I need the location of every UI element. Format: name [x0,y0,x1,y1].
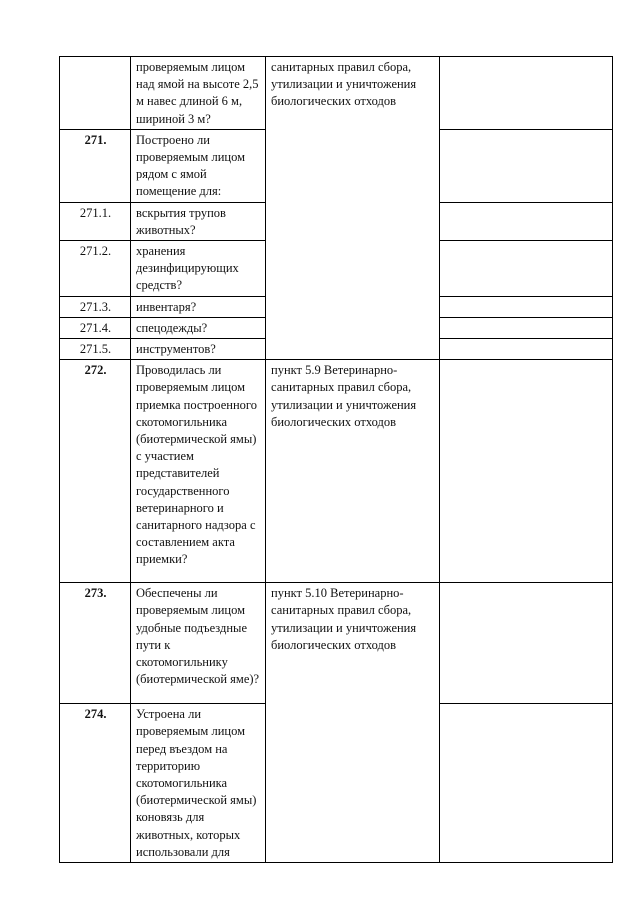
result-cell [440,296,613,317]
item-number [60,57,131,130]
item-number: 271.4. [60,317,131,338]
result-cell [440,202,613,240]
question-text: вскрытия трупов животных? [131,202,266,240]
item-number: 271. [60,129,131,202]
result-cell [440,129,613,202]
item-number: 271.3. [60,296,131,317]
question-text: инвентаря? [131,296,266,317]
table-row [60,583,613,704]
reference-text: пункт 5.10 Ветеринарно-санитарных правил сбора, утилизации и уничтожения биологических отходов [271,586,417,652]
result-cell [440,241,613,297]
result-cell [440,339,613,360]
table-row [60,57,613,130]
item-number: 271.1. [60,202,131,240]
question-text: хранения дезинфицирующих средств? [131,241,266,297]
question-text: спецодежды? [131,317,266,338]
item-number: 274. [60,704,131,863]
item-number: 271.2. [60,241,131,297]
item-number: 273. [60,583,131,704]
result-cell [440,57,613,130]
result-cell [440,360,613,583]
question-text: Построено ли проверяемым лицом рядом с ямой помещение для: [131,129,266,202]
table-row [60,360,613,583]
result-cell [440,583,613,704]
legal-reference [266,583,440,863]
result-cell [440,704,613,863]
reference-text: санитарных правил сбора, утилизации и уничтожения биологических отходов [271,60,417,109]
question-text: Проводилась ли проверяемым лицом приемка построенного скотомогильника (биотермической ямы) с участием представителей государственного ветеринарного и санитарного надзора с составлением акта приемки? [131,360,266,583]
legal-reference [266,360,440,583]
checklist-table [59,56,613,863]
legal-reference [266,57,440,360]
question-text: Обеспечены ли проверяемым лицом удобные подъездные пути к скотомогильнику (биотермической яме)? [131,583,266,704]
question-text: инструментов? [131,339,266,360]
result-cell [440,317,613,338]
question-text: проверяемым лицом над ямой на высоте 2,5 м навес длиной 6 м, шириной 3 м? [131,57,266,130]
reference-text: пункт 5.9 Ветеринарно-санитарных правил сбора, утилизации и уничтожения биологических отходов [271,363,417,429]
item-number: 272. [60,360,131,583]
item-number: 271.5. [60,339,131,360]
question-text: Устроена ли проверяемым лицом перед въездом на территорию скотомогильника (биотермической ямы) коновязь для животных, которых использовали для [131,704,266,863]
